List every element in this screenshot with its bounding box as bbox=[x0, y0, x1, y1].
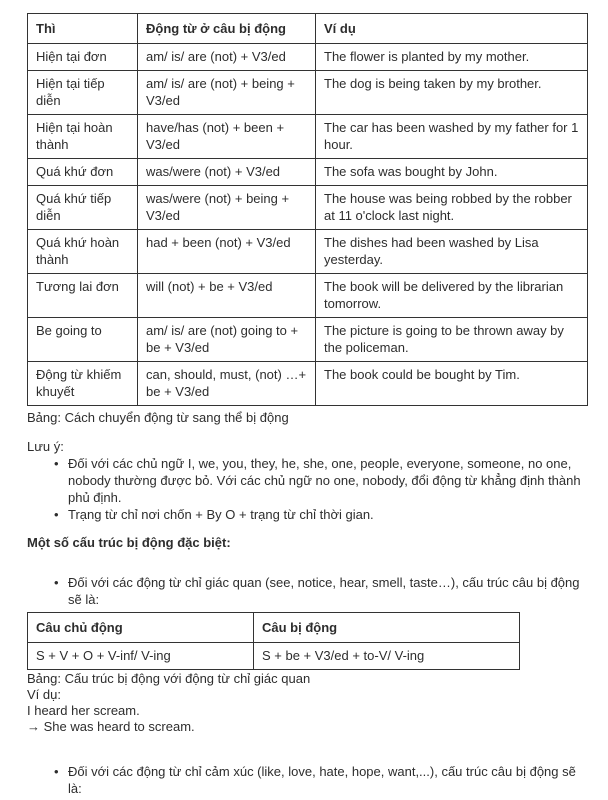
table-cell: The flower is planted by my mother. bbox=[316, 44, 588, 71]
bullet-icon: • bbox=[54, 507, 59, 522]
bullet-item bbox=[27, 763, 588, 797]
bullet-icon: • bbox=[54, 575, 59, 590]
table-row bbox=[28, 159, 588, 186]
bullet-item bbox=[27, 574, 588, 608]
example-passive-sentence: → She was heard to scream. bbox=[27, 719, 195, 734]
table-cell: S + be + V3/ed + to-V/ V-ing bbox=[254, 643, 520, 670]
example-label: Ví dụ: bbox=[27, 687, 61, 702]
table-row bbox=[28, 643, 520, 670]
table-row bbox=[28, 362, 588, 406]
tense-table bbox=[27, 13, 588, 406]
table-cell: will (not) + be + V3/ed bbox=[138, 274, 316, 318]
bullet-item bbox=[27, 506, 588, 523]
sense-verbs-note: Đối với các động từ chỉ giác quan (see, notice, hear, smell, taste…), cấu trúc câu bị động sẽ là: bbox=[68, 575, 580, 607]
emotion-verbs-note: Đối với các động từ chỉ cảm xúc (like, love, hate, hope, want,...), cấu trúc câu bị động sẽ là: bbox=[68, 764, 576, 796]
table-row bbox=[28, 44, 588, 71]
table-caption: Bảng: Cấu trúc bị động với động từ chỉ giác quan bbox=[27, 671, 311, 686]
table-cell: Tương lai đơn bbox=[28, 274, 138, 318]
table-row bbox=[28, 274, 588, 318]
table-cell: The book could be bought by Tim. bbox=[316, 362, 588, 406]
table-cell: Hiện tại tiếp diễn bbox=[28, 71, 138, 115]
example-active-sentence: I heard her scream. bbox=[27, 703, 140, 718]
col-header-example: Ví dụ bbox=[316, 14, 588, 44]
note-text: Đối với các chủ ngữ I, we, you, they, he, she, one, people, everyone, someone, no one, nobody thường được bỏ. Với các chủ ngữ no one, nobody, đổi động từ khẳng định thành phủ định. bbox=[68, 456, 581, 505]
table-cell: Be going to bbox=[28, 318, 138, 362]
bullet-item bbox=[27, 455, 588, 506]
col-header-passive: Câu bị động bbox=[254, 613, 520, 643]
table-cell: S + V + O + V-inf/ V-ing bbox=[28, 643, 254, 670]
table-row bbox=[28, 186, 588, 230]
col-header-active: Câu chủ động bbox=[28, 613, 254, 643]
table-cell: had + been (not) + V3/ed bbox=[138, 230, 316, 274]
table-row bbox=[28, 115, 588, 159]
table-header-row bbox=[28, 613, 520, 643]
table-cell: was/were (not) + being + V3/ed bbox=[138, 186, 316, 230]
table-cell: Quá khứ hoàn thành bbox=[28, 230, 138, 274]
bullet-icon: • bbox=[54, 456, 59, 471]
table-cell: The house was being robbed by the robber at 11 o'clock last night. bbox=[316, 186, 588, 230]
table-cell: can, should, must, (not) …+ be + V3/ed bbox=[138, 362, 316, 406]
table-cell: Động từ khiếm khuyết bbox=[28, 362, 138, 406]
table-cell: The dog is being taken by my brother. bbox=[316, 71, 588, 115]
notes-label: Lưu ý: bbox=[27, 439, 64, 454]
table-row bbox=[28, 318, 588, 362]
table-cell: Quá khứ tiếp diễn bbox=[28, 186, 138, 230]
table-cell: have/has (not) + been + V3/ed bbox=[138, 115, 316, 159]
table-cell: The dishes had been washed by Lisa yesterday. bbox=[316, 230, 588, 274]
table-cell: Hiện tại hoàn thành bbox=[28, 115, 138, 159]
table-cell: The car has been washed by my father for 1 hour. bbox=[316, 115, 588, 159]
table-cell: Quá khứ đơn bbox=[28, 159, 138, 186]
table-cell: The book will be delivered by the librarian tomorrow. bbox=[316, 274, 588, 318]
note-text: Trạng từ chỉ nơi chốn + By O + trạng từ chỉ thời gian. bbox=[68, 507, 374, 522]
section-heading: Một số cấu trúc bị động đặc biệt: bbox=[27, 535, 231, 550]
table-cell: The picture is going to be thrown away by the policeman. bbox=[316, 318, 588, 362]
table-cell: was/were (not) + V3/ed bbox=[138, 159, 316, 186]
col-header-verb: Động từ ở câu bị động bbox=[138, 14, 316, 44]
table-row bbox=[28, 230, 588, 274]
table-row bbox=[28, 71, 588, 115]
sense-structure-table bbox=[27, 612, 520, 670]
bullet-icon: • bbox=[54, 764, 59, 779]
table-cell: The sofa was bought by John. bbox=[316, 159, 588, 186]
table-cell: Hiện tại đơn bbox=[28, 44, 138, 71]
table-cell: am/ is/ are (not) + being + V3/ed bbox=[138, 71, 316, 115]
table-cell: am/ is/ are (not) going to + be + V3/ed bbox=[138, 318, 316, 362]
col-header-tense: Thì bbox=[28, 14, 138, 44]
table-caption: Bảng: Cách chuyển động từ sang thể bị động bbox=[27, 410, 289, 425]
table-cell: am/ is/ are (not) + V3/ed bbox=[138, 44, 316, 71]
table-header-row bbox=[28, 14, 588, 44]
